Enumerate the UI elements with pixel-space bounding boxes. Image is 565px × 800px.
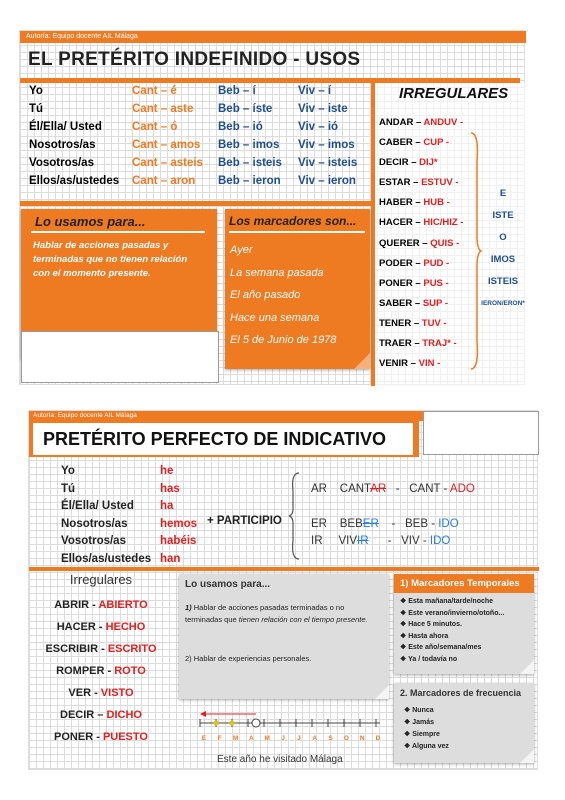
irregular-verb: HABER – HUB - [379, 197, 450, 209]
ir-form: Viv – ió [298, 121, 339, 133]
credit-bar: Autoría: Equipo docente AIL Málaga [29, 411, 539, 421]
irregular-participle: HACER - HECHO [56, 621, 146, 633]
section-divider [29, 567, 539, 571]
irregular-verb: PONER – PUS - [379, 277, 449, 289]
ir-form: Viv – ieron [298, 175, 356, 187]
markers-underline [229, 231, 365, 233]
irregular-verb-list [379, 113, 479, 374]
page-curl [375, 685, 389, 699]
pronoun: Él/Ella/ Usted [29, 121, 102, 133]
poster-preterito-indefinido [19, 30, 525, 385]
pronoun: Tú [29, 103, 44, 115]
er-form: Beb – í [218, 85, 256, 97]
irregular-participle: ROMPER - ROTO [56, 665, 146, 677]
ar-form: Cant – é [132, 85, 177, 97]
timeline-axis [194, 709, 384, 733]
pronoun-list: Yo Tú Él/Ella/ Usted Nosotros/as Vosotros/as Ellos/as/ustedes [61, 465, 152, 565]
poster-title: EL PRETÉRITO INDEFINIDO - USOS [28, 49, 361, 70]
irregular-verb: TENER – TUV - [379, 317, 447, 329]
frequency-markers-card [394, 683, 534, 763]
haber-list: he has ha hemos habéis han [160, 465, 198, 565]
poster-preterito-perfecto [28, 410, 538, 770]
pronoun: Yo [29, 85, 43, 97]
irregular-participle: PONER - PUESTO [54, 731, 148, 743]
irregular-verb: QUERER – QUIS - [379, 237, 460, 249]
title-banner [29, 421, 419, 457]
pronoun: Vosotros/as [29, 157, 94, 169]
blank-box [423, 411, 539, 455]
temporal-markers-card [394, 574, 534, 674]
page-curl [520, 660, 534, 674]
er-form: Beb – isteis [218, 157, 282, 169]
irregular-verb: VENIR – VIN - [379, 358, 441, 370]
irregular-verb: DECIR – DIJ* [379, 157, 438, 169]
uses-underline [31, 231, 205, 233]
temporal-markers-list: ❖ Esta mañana/tarde/noche ❖ Este verano/invierno/otoño... ❖ Hace 5 minutos. ❖ Hasta ahora ❖ Este año/semana/mes ❖ Ya / todavía no [400, 598, 505, 663]
er-form: Beb – íste [218, 103, 273, 115]
uses-title: Lo usamos para... [35, 214, 146, 229]
ir-form: Viv – iste [298, 103, 348, 115]
page-curl [520, 749, 534, 763]
irregular-verb: SABER – SUP - [379, 297, 448, 309]
ir-form: Viv – imos [298, 139, 355, 151]
ir-form: Viv – isteis [298, 157, 358, 169]
participio-label: + PARTICIPIO [207, 515, 282, 527]
blank-box [21, 331, 219, 383]
er-form: Beb – ió [218, 121, 263, 133]
irregular-participle: DECIR – DICHO [60, 709, 142, 721]
er-form: Beb – imos [218, 139, 280, 151]
uses-text: Hablar de acciones pasadas y terminadas que no tienen relación con el momento presente. [33, 240, 188, 279]
ar-form: Cant – asteis [132, 157, 203, 169]
irregular-participle: ESCRIBIR - ESCRITO [45, 643, 157, 655]
use-2: 2) Hablar de experiencias personales. [185, 654, 312, 663]
frequency-markers-list: ❖ Nunca ❖ Jamás ❖ Siempre ❖ Alguna vez [404, 707, 449, 750]
ar-form: Cant – ó [132, 121, 178, 133]
section-divider [20, 201, 372, 206]
er-form: Beb – ieron [218, 175, 281, 187]
page-curl [354, 353, 370, 369]
irregular-verb: TRAER – TRAJ* - [379, 338, 457, 350]
irregular-participle: VER - VISTO [68, 687, 134, 699]
endings-list: E ISTE O IMOS ISTEIS IERON/ERON* [481, 188, 525, 307]
curly-brace [287, 471, 301, 561]
irregulares-title: IRREGULARES [399, 85, 509, 102]
irregular-verb: PODER – PUD - [379, 257, 450, 269]
uses-title: Lo usamos para... [185, 579, 271, 590]
ar-row: AR CANTAR - CANT - ADO [311, 483, 475, 495]
pronoun: Ellos/as/ustedes [29, 175, 120, 187]
irregular-participle: ABRIR - ABIERTO [54, 599, 148, 611]
ar-form: Cant – aste [132, 103, 194, 115]
poster-title: PRETÉRITO PERFECTO DE INDICATIVO [33, 423, 413, 455]
markers-title: Los marcadores son... [229, 214, 357, 228]
credit-bar: Autoría: Equipo docente AIL Málaga [20, 31, 526, 43]
timeline [194, 709, 384, 749]
markers-card [225, 209, 370, 369]
pronoun: Nosotros/as [29, 139, 96, 151]
ir-row: IR VIVIR - VIV - IDO [311, 535, 451, 547]
use-1: 1) Hablar de acciones pasadas terminadas o no terminadas que tienen relación con el tiempo presente. [185, 603, 368, 624]
temporal-markers-title: 1) Marcadores Temporales [394, 574, 534, 593]
ar-form: Cant – aron [132, 175, 196, 187]
uses-card [179, 574, 389, 699]
irregulares-title: Irregulares [69, 572, 133, 587]
irregulares-panel [371, 83, 526, 386]
markers-list: Ayer La semana pasada El año pasado Hace una semana El 5 de Junio de 1978 [230, 244, 337, 346]
ar-form: Cant – amos [132, 139, 201, 151]
er-row: ER BEBER - BEB - IDO [311, 518, 459, 530]
month-labels: E F M A M J J A S O N D [201, 735, 381, 742]
ir-form: Viv – í [298, 85, 332, 97]
irregular-verb: ANDAR – ANDUV - [379, 117, 464, 128]
irregular-verb: ESTAR – ESTUV - [379, 177, 459, 189]
frequency-markers-title: 2. Marcadores de frecuencia [400, 688, 522, 698]
timeline-caption: Este año he visitado Málaga [217, 754, 343, 765]
irregular-verb: CABER – CUP - [379, 137, 450, 149]
irregular-verb: HACER – HIC/HIZ - [379, 217, 464, 229]
